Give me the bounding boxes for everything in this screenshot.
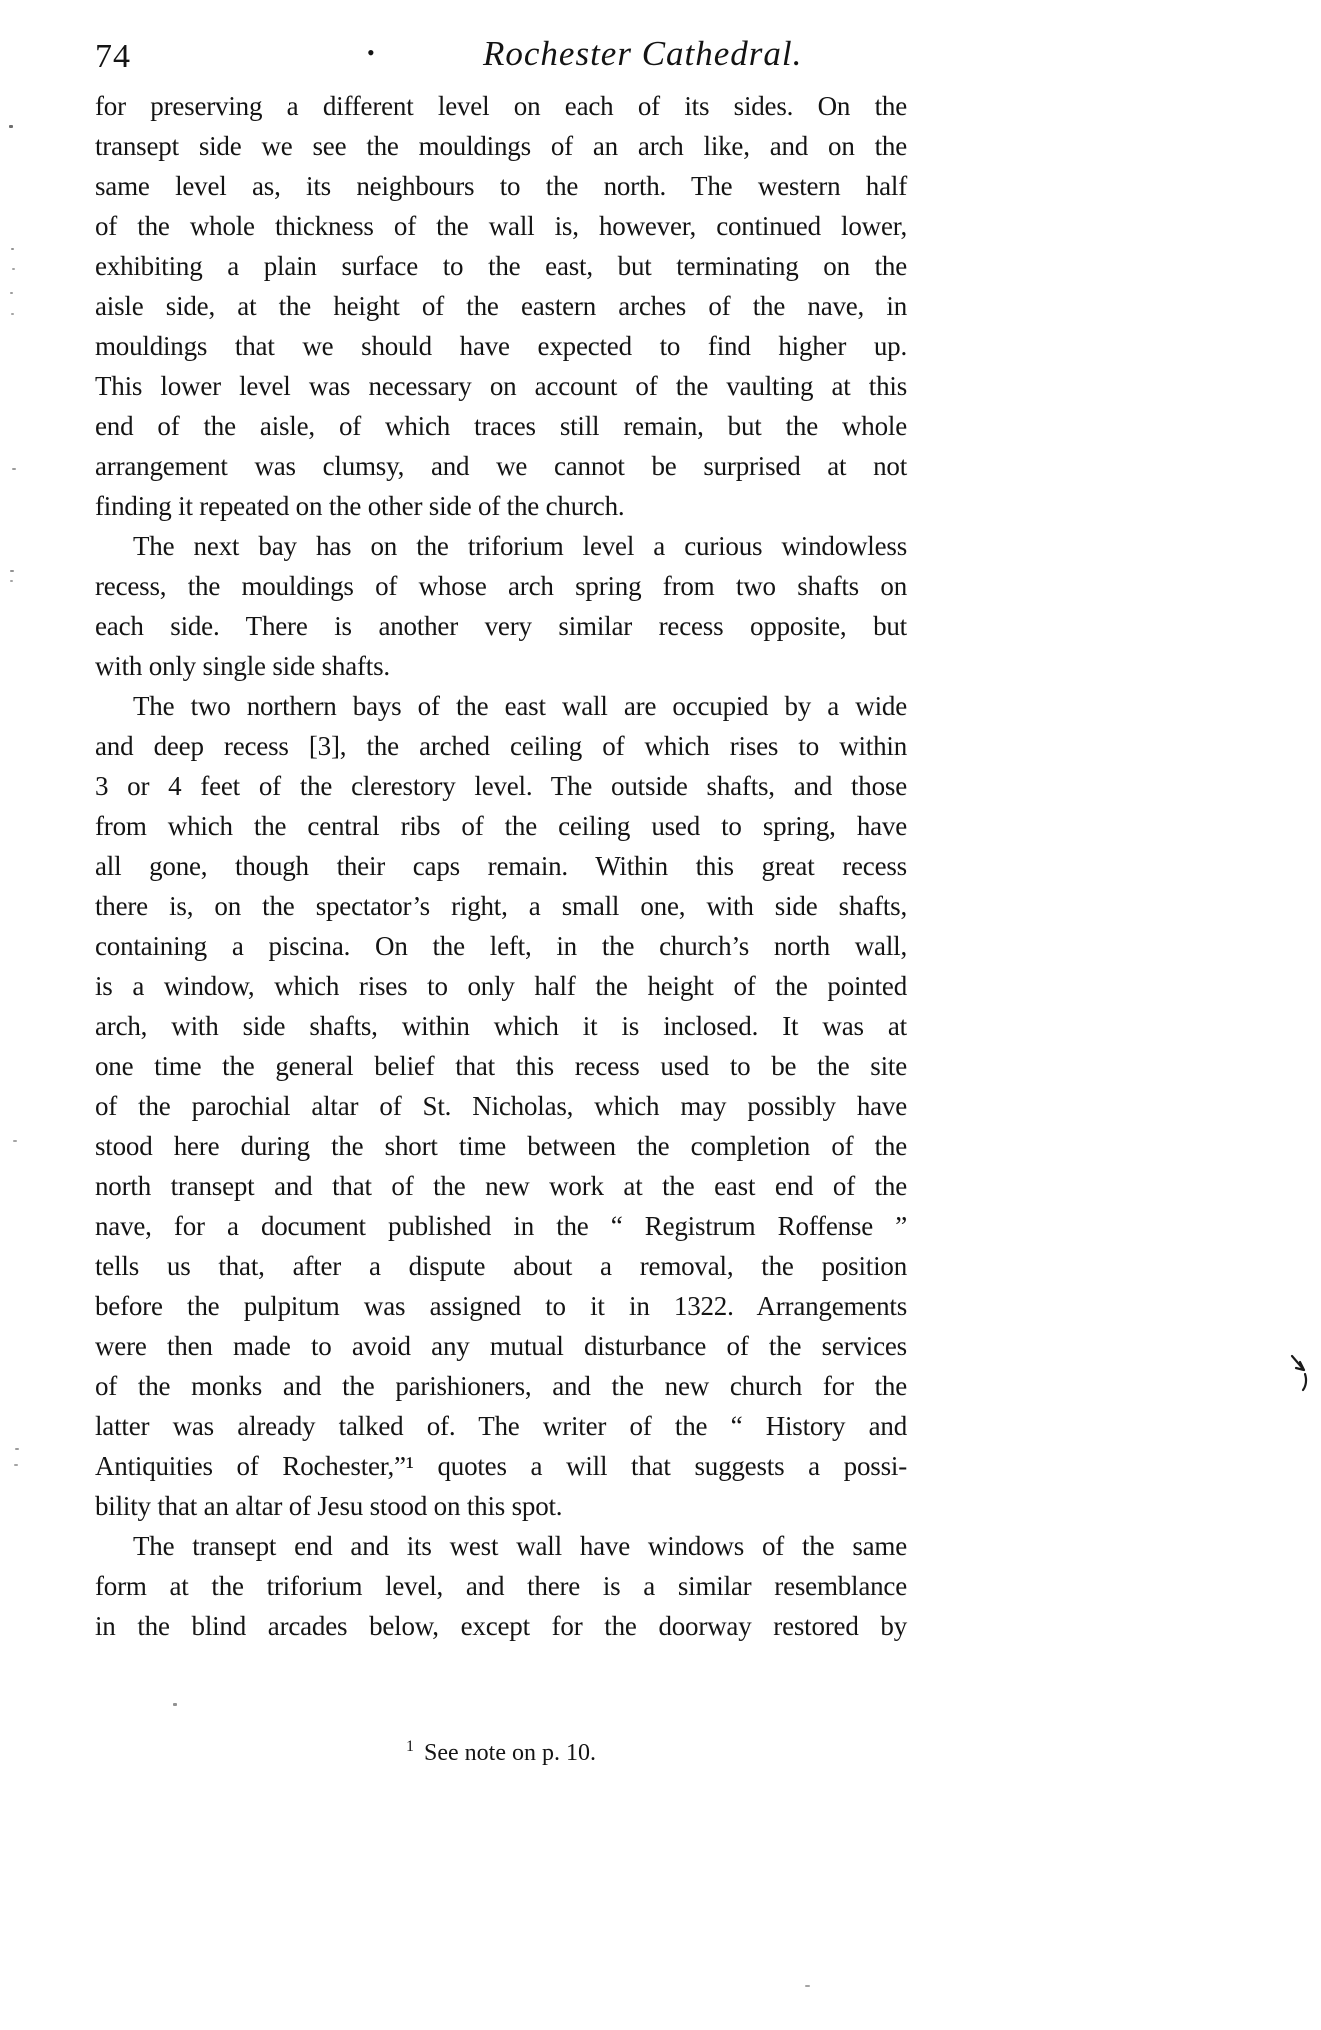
text-line: 3 or 4 feet of the clerestory level. The outside shafts, and those bbox=[95, 771, 907, 801]
scan-speck bbox=[13, 1140, 17, 1142]
header-separator-dot: • bbox=[367, 40, 375, 65]
text-line: of the whole thickness of the wall is, however, continued lower, bbox=[95, 211, 907, 241]
scan-speck bbox=[15, 1448, 19, 1450]
text-line: north transept and that of the new work at the east end of the bbox=[95, 1171, 907, 1201]
scan-speck bbox=[805, 1985, 810, 1987]
footnote-marker: 1 bbox=[406, 1738, 414, 1755]
scan-speck bbox=[173, 1703, 177, 1706]
text-line: one time the general belief that this recess used to be the site bbox=[95, 1051, 907, 1081]
text-line: for preserving a different level on each of its sides. On the bbox=[95, 91, 907, 121]
scan-speck bbox=[11, 248, 14, 250]
footnote-text: See note on p. 10. bbox=[424, 1740, 596, 1766]
scan-speck bbox=[10, 580, 13, 582]
scan-speck bbox=[12, 468, 16, 470]
text-line: is a window, which rises to only half the height of the pointed bbox=[95, 971, 907, 1001]
text-line: stood here during the short time between the completion of the bbox=[95, 1131, 907, 1161]
text-line: bility that an altar of Jesu stood on this spot. bbox=[95, 1491, 563, 1521]
text-line: end of the aisle, of which traces still remain, but the whole bbox=[95, 411, 907, 441]
text-line: of the monks and the parishioners, and the new church for the bbox=[95, 1371, 907, 1401]
running-title: Rochester Cathedral. bbox=[483, 34, 803, 73]
text-line: The transept end and its west wall have windows of the same bbox=[133, 1531, 907, 1561]
text-line: tells us that, after a dispute about a removal, the position bbox=[95, 1251, 907, 1281]
text-line: aisle side, at the height of the eastern arches of the nave, in bbox=[95, 291, 907, 321]
text-line: of the parochial altar of St. Nicholas, which may possibly have bbox=[95, 1091, 907, 1121]
running-header bbox=[95, 34, 907, 86]
text-line: containing a piscina. On the left, in the church’s north wall, bbox=[95, 931, 907, 961]
text-line: This lower level was necessary on account of the vaulting at this bbox=[95, 371, 907, 401]
text-line: The two northern bays of the east wall are occupied by a wide bbox=[133, 691, 907, 721]
text-line: arch, with side shafts, within which it is inclosed. It was at bbox=[95, 1011, 907, 1041]
text-line: latter was already talked of. The writer of the “ History and bbox=[95, 1411, 907, 1441]
text-line: finding it repeated on the other side of the church. bbox=[95, 491, 625, 521]
scan-speck bbox=[9, 125, 13, 128]
body-text bbox=[95, 86, 907, 1646]
text-line: were then made to avoid any mutual disturbance of the services bbox=[95, 1331, 907, 1361]
text-line: recess, the mouldings of whose arch spring from two shafts on bbox=[95, 571, 907, 601]
handwritten-tick-mark-icon bbox=[1288, 1350, 1318, 1392]
scan-speck bbox=[14, 1464, 18, 1466]
text-line: with only single side shafts. bbox=[95, 651, 390, 681]
scan-speck bbox=[11, 313, 14, 315]
text-line: form at the triforium level, and there is a similar resemblance bbox=[95, 1571, 907, 1601]
footnote bbox=[95, 1738, 907, 1767]
text-line: same level as, its neighbours to the north. The western half bbox=[95, 171, 907, 201]
text-line: each side. There is another very similar recess opposite, but bbox=[95, 611, 907, 641]
text-line: all gone, though their caps remain. Within this great recess bbox=[95, 851, 907, 881]
text-line: from which the central ribs of the ceiling used to spring, have bbox=[95, 811, 907, 841]
text-line: exhibiting a plain surface to the east, but terminating on the bbox=[95, 251, 907, 281]
text-line: mouldings that we should have expected to find higher up. bbox=[95, 331, 907, 361]
text-line: transept side we see the mouldings of an arch like, and on the bbox=[95, 131, 907, 161]
text-line: The next bay has on the triforium level a curious windowless bbox=[133, 531, 907, 561]
scan-speck bbox=[10, 570, 14, 572]
page-number: 74 bbox=[95, 38, 131, 75]
text-line: Antiquities of Rochester,”¹ quotes a will that suggests a possi- bbox=[95, 1451, 907, 1481]
text-line: in the blind arcades below, except for the doorway restored by bbox=[95, 1611, 907, 1641]
text-line: arrangement was clumsy, and we cannot be surprised at not bbox=[95, 451, 907, 481]
text-line: before the pulpitum was assigned to it in 1322. Arrangements bbox=[95, 1291, 907, 1321]
scan-speck bbox=[10, 292, 13, 294]
text-line: there is, on the spectator’s right, a small one, with side shafts, bbox=[95, 891, 907, 921]
text-line: nave, for a document published in the “ Registrum Roffense ” bbox=[95, 1211, 907, 1241]
text-line: and deep recess [3], the arched ceiling of which rises to within bbox=[95, 731, 907, 761]
scan-speck bbox=[12, 268, 15, 270]
